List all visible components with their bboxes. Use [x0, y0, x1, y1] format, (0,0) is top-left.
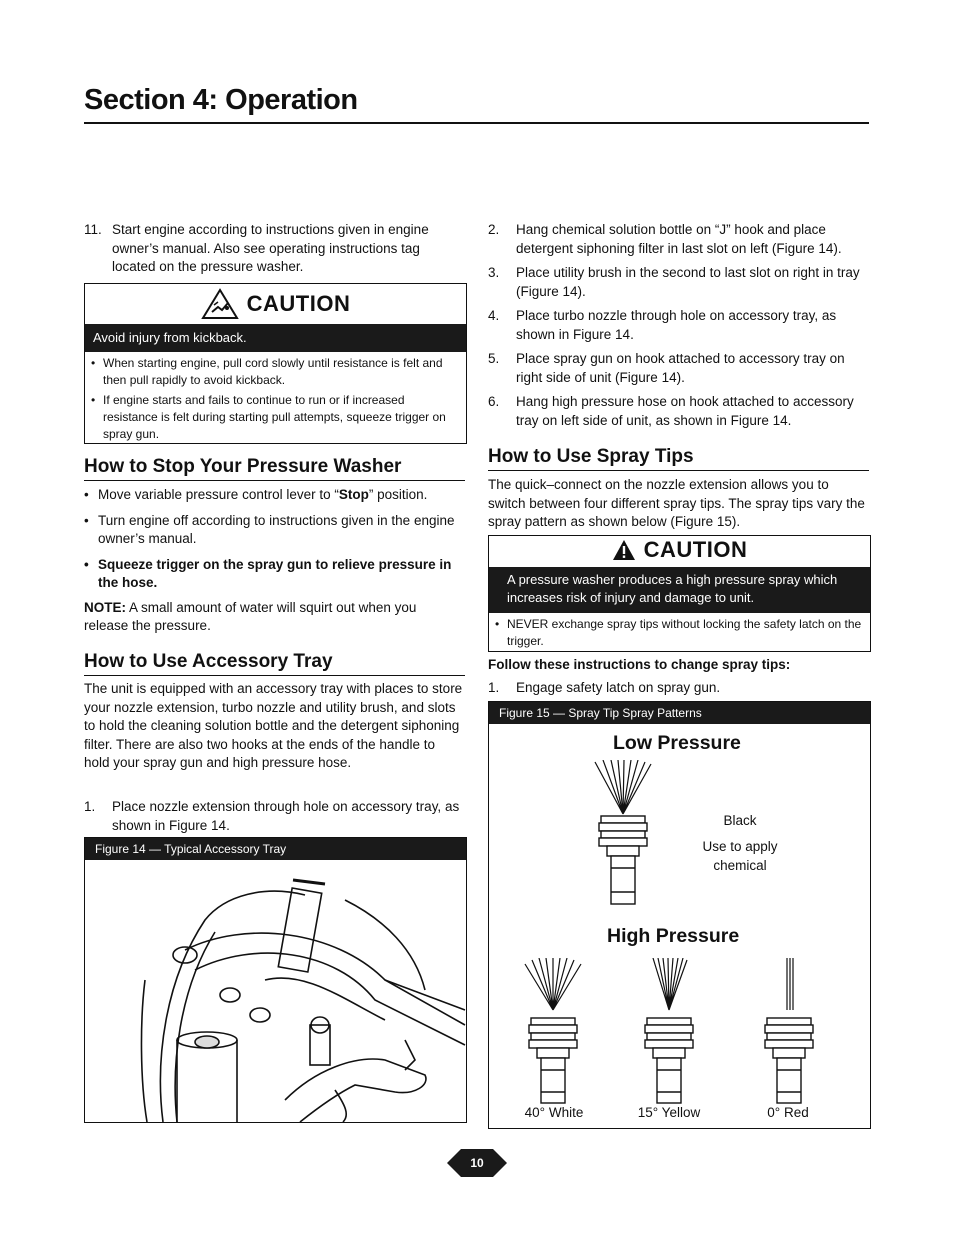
step-number: 11.: [84, 222, 102, 237]
step-11: [84, 221, 464, 277]
figure-15-caption: Figure 15 — Spray Tip Spray Patterns: [489, 702, 870, 724]
caution-box-spray: [488, 535, 871, 652]
stop-bullet: • Squeeze trigger on the spray gun to relieve pressure in the hose.: [84, 556, 452, 590]
figure-14-caption: Figure 14 — Typical Accessory Tray: [85, 838, 466, 860]
high-pressure-title: High Pressure: [607, 925, 740, 947]
black-tip-description: Use to apply chemical: [702, 839, 778, 873]
yellow-15-tip-icon: [639, 958, 699, 1106]
caution-bullets: [85, 352, 466, 447]
yellow-tip-label: 15° Yellow: [637, 1105, 701, 1120]
title-rule: [84, 122, 869, 124]
figure-15: [488, 701, 871, 1129]
tray-step: 3. Place utility brush in the second to last slot on right in tray (Figure 14).: [488, 265, 860, 299]
section-title: Section 4: Operation: [84, 84, 358, 116]
white-40-tip-icon: [523, 958, 583, 1106]
figure-14: [84, 837, 467, 1123]
tip-step-1: 1. Engage safety latch on spray gun.: [488, 680, 721, 695]
black-tip-label: Black: [723, 813, 757, 828]
accessory-tray-illustration: [85, 860, 466, 1122]
stop-bullets: [84, 486, 464, 636]
caution-message: Avoid injury from kickback.: [85, 324, 466, 352]
tray-step: 6. Hang high pressure hose on hook attached to accessory tray on left side of unit, as shown in Figure 14.: [488, 394, 854, 428]
caution-bullet: • If engine starts and fails to continue to run or if increased resistance is felt during starting pull attempts, squeeze trigger on spray gun.: [91, 393, 446, 441]
kickback-warning-icon: [201, 288, 239, 320]
black-tip-icon: [593, 760, 653, 908]
tray-intro: The unit is equipped with an accessory tray with places to store your nozzle extension, turbo nozzle and utility brush, and slots to hold the cleaning solution bottle and the detergent siphoning filter. There are also two hooks at the ends of the handle to hold your spray gun and high pressure hose.: [84, 681, 463, 770]
caution-bullet: • NEVER exchange spray tips without locking the safety latch on the trigger.: [495, 617, 862, 648]
page-number: 10: [470, 1156, 484, 1170]
stop-bullet: • Turn engine off according to instructions given in the engine owner’s manual.: [84, 512, 455, 546]
low-pressure-title: Low Pressure: [613, 732, 741, 754]
follow-instructions: Follow these instructions to change spray tips:: [488, 657, 791, 672]
stop-note: NOTE: A small amount of water will squirt out when you release the pressure.: [84, 599, 417, 633]
caution-bullets: [489, 613, 870, 654]
caution-word: CAUTION: [643, 537, 748, 562]
tray-step: 4. Place turbo nozzle through hole on accessory tray, as shown in Figure 14.: [488, 308, 837, 342]
tray-step: 2. Hang chemical solution bottle on “J” hook and place detergent siphoning filter in last slot on left (Figure 14).: [488, 222, 842, 256]
caution-bullet: • When starting engine, pull cord slowly until resistance is felt and then pull rapidly to avoid kickback.: [91, 356, 443, 387]
red-0-tip-icon: [759, 958, 819, 1106]
caution-header: [85, 284, 466, 324]
caution-box-kickback: [84, 283, 467, 444]
tray-heading: How to Use Accessory Tray: [84, 651, 465, 676]
tips-heading: How to Use Spray Tips: [488, 446, 869, 471]
page-number-badge: [447, 1149, 507, 1177]
stop-bullet: • Move variable pressure control lever to “Stop” position.: [84, 487, 428, 502]
red-tip-label: 0° Red: [767, 1105, 809, 1120]
tray-step-1: 1. Place nozzle extension through hole on accessory tray, as shown in Figure 14.: [84, 799, 460, 833]
warning-triangle-icon: [612, 539, 636, 561]
caution-message: A pressure washer produces a high pressure spray which increases risk of injury and damage to unit.: [489, 567, 870, 613]
step-text: Start engine according to instructions given in engine owner’s manual. Also see operating instructions tag located on the pressure washer.: [112, 222, 429, 274]
caution-word: CAUTION: [246, 291, 351, 316]
white-tip-label: 40° White: [524, 1105, 584, 1120]
tray-steps-continued: [488, 221, 868, 430]
tray-step: 5. Place spray gun on hook attached to accessory tray on right side of unit (Figure 14).: [488, 351, 845, 385]
stop-heading: How to Stop Your Pressure Washer: [84, 456, 465, 481]
tips-intro: The quick–connect on the nozzle extension allows you to switch between four different spray tips. The spray tips vary the spray pattern as shown below (Figure 15).: [488, 477, 865, 529]
caution-header: [489, 537, 870, 563]
